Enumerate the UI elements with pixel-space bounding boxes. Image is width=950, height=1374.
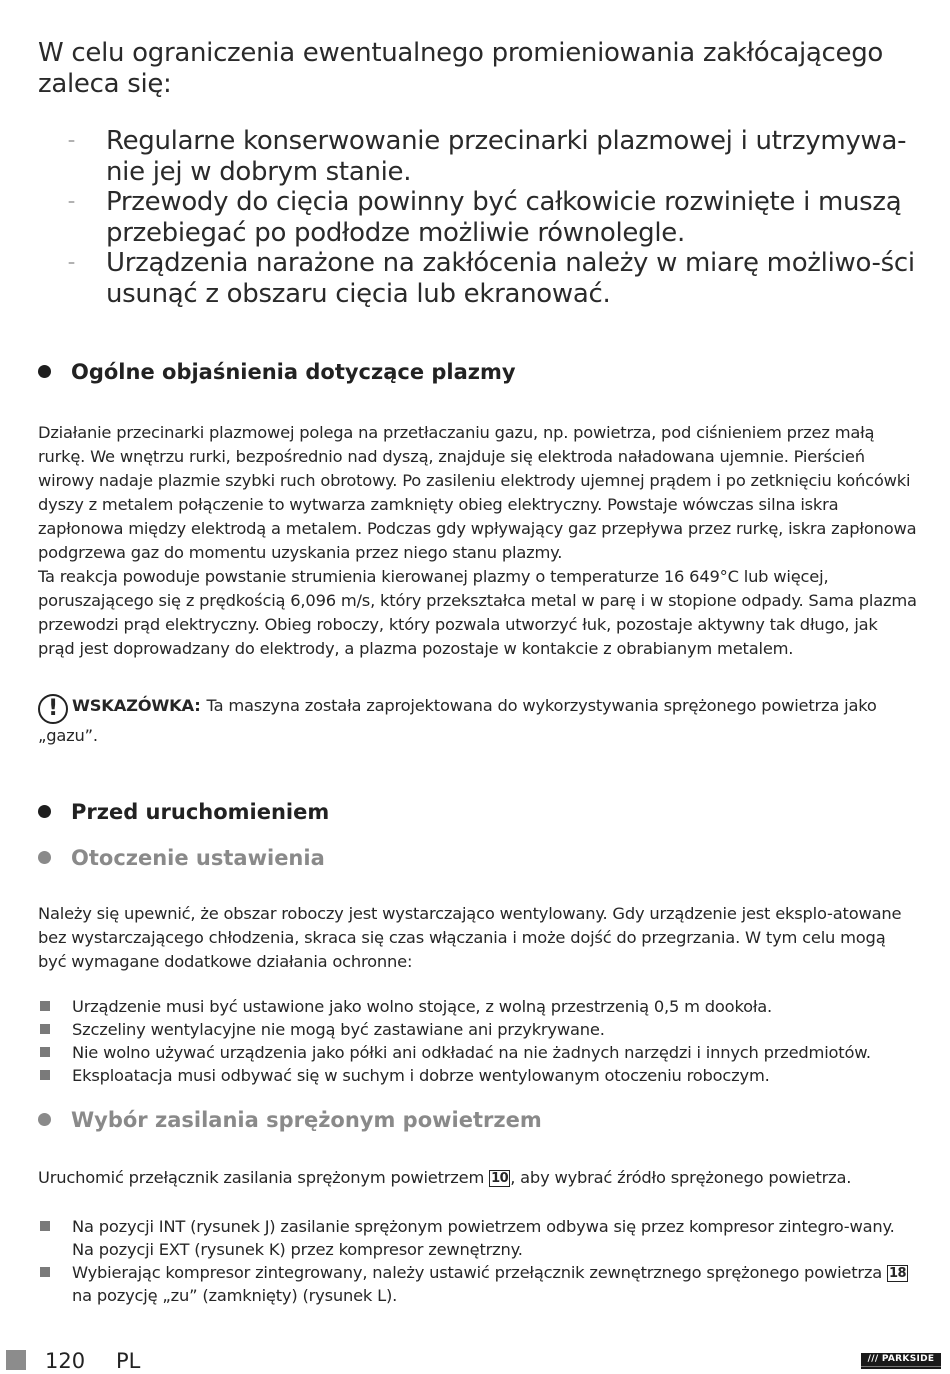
dash-marker: – [68,133,75,149]
note-label: WSKAZÓWKA: [72,696,201,715]
air-supply-list [38,1215,918,1307]
list-item: Eksploatacja musi odbywać się w suchym i dobrze wentylowanym otoczeniu roboczym. [38,1064,918,1087]
air-supply-paragraph: Uruchomić przełącznik zasilania sprężonym powietrzem 10 , aby wybrać źródło sprężonego powietrza. [38,1168,852,1187]
list-item: Na pozycji INT (rysunek J) zasilanie sprężonym powietrzem odbywa się przez kompresor zintegro-wany. Na pozycji EXT (rysunek K) przez kompresor zewnętrzny. [38,1215,918,1261]
list-item: – Regularne konserwowanie przecinarki plazmowej i utrzymywa-nie jej w dobrym stanie. [68,126,907,187]
language-code: PL [116,1349,141,1373]
dash-marker: – [68,194,75,210]
list-item: – Urządzenia narażone na zakłócenia należy w miarę możliwo-ści usunąć z obszaru cięcia lub ekranować. [68,248,915,309]
interference-list [38,126,918,309]
section-heading-plasma: Ogólne objaśnienia dotyczące plazmy [38,359,516,385]
square-bullet-icon [40,1024,50,1034]
environment-list [38,995,918,1087]
square-bullet-icon [40,1001,50,1011]
parkside-logo: /// PARKSIDE [861,1353,941,1369]
environment-paragraph: Należy się upewnić, że obszar roboczy jest wystarczająco wentylowany. Gdy urządzenie jest eksplo-atowane bez wystarczającego chłodzenia, skraca się czas włączania i może dojść do przegrzania. W tym celu mogą być wymagane dodatkowe działania ochronne: [38,904,902,971]
list-item: Nie wolno używać urządzenia jako półki ani odkładać na nie żadnych narzędzi i innych przedmiotów. [38,1041,918,1064]
square-bullet-icon [40,1070,50,1080]
intro-title: W celu ograniczenia ewentualnego promieniowania zakłócającego zaleca się: [38,38,884,99]
section-heading-environment: Otoczenie ustawienia [38,845,325,871]
warning-exclamation-icon: ! [38,694,68,724]
square-bullet-icon [40,1221,50,1231]
list-item: Wybierając kompresor zintegrowany, należy ustawić przełącznik zewnętrznego sprężonego powietrza 18 na pozycję „zu” (zamknięty) (rysunek L). [38,1261,918,1307]
note-text: Ta maszyna została zaprojektowana do wykorzystywania sprężonego powietrza jako „gazu”. [38,696,877,745]
section-heading-before-start: Przed uruchomieniem [38,799,329,825]
bullet-dot-icon [38,1113,51,1126]
list-item: Szczeliny wentylacyjne nie mogą być zastawiane ani przykrywane. [38,1018,918,1041]
plasma-paragraph: Działanie przecinarki plazmowej polega na przetłaczaniu gazu, np. powietrza, pod ciśnieniem przez małą rurkę. We wnętrzu rurki, bezpośrednio nad dyszą, znajduje się elektroda naładowana ujemnie. Pierścień wirowy nadaje plazmie szybki ruch obrotowy. Po zasileniu elektrody ujemnej prądem i po zetknięciu końcówki dyszy z metalem połączenie to wytwarza zamknięty obieg elektryczny. Powstaje wówczas silna iskra zapłonowa między elektrodą a metalem. Podczas gdy wpływający gaz przepływa przez rurkę, iskra zapłonowa podgrzewa gaz do momentu uzyskania przez niego stanu plazmy. Ta reakcja powoduje powstanie strumienia kierowanej plazmy o temperaturze 16 649°C lub więcej, poruszającego się z prędkością 6,096 m/s, który przekształca metal w parę i w stopione odpady. Sama plazma przewodzi prąd elektryczny. Obieg roboczy, który pozwala utworzyć łuk, pozostaje aktywny tak długo, jak prąd jest doprowadzany do elektrody, a plazma pozostaje w kontakcie z obrabianym metalem. [38,423,917,658]
list-item: – Przewody do cięcia powinny być całkowicie rozwinięte i muszą przebiegać po podłodze możliwie równolegle. [68,187,902,248]
bullet-dot-icon [38,805,51,818]
square-bullet-icon [40,1047,50,1057]
section-heading-air-supply: Wybór zasilania sprężonym powietrzem [38,1107,542,1133]
part-reference-10: 10 [491,1171,509,1186]
square-bullet-icon [40,1267,50,1277]
dash-marker: – [68,255,75,271]
bullet-dot-icon [38,365,51,378]
footer-marker [6,1350,26,1370]
part-reference-18: 18 [889,1266,907,1281]
list-item: Urządzenie musi być ustawione jako wolno stojące, z wolną przestrzenią 0,5 m dookoła. [38,995,918,1018]
note-box [38,694,918,748]
page-number: 120 [45,1349,86,1373]
bullet-dot-icon [38,851,51,864]
